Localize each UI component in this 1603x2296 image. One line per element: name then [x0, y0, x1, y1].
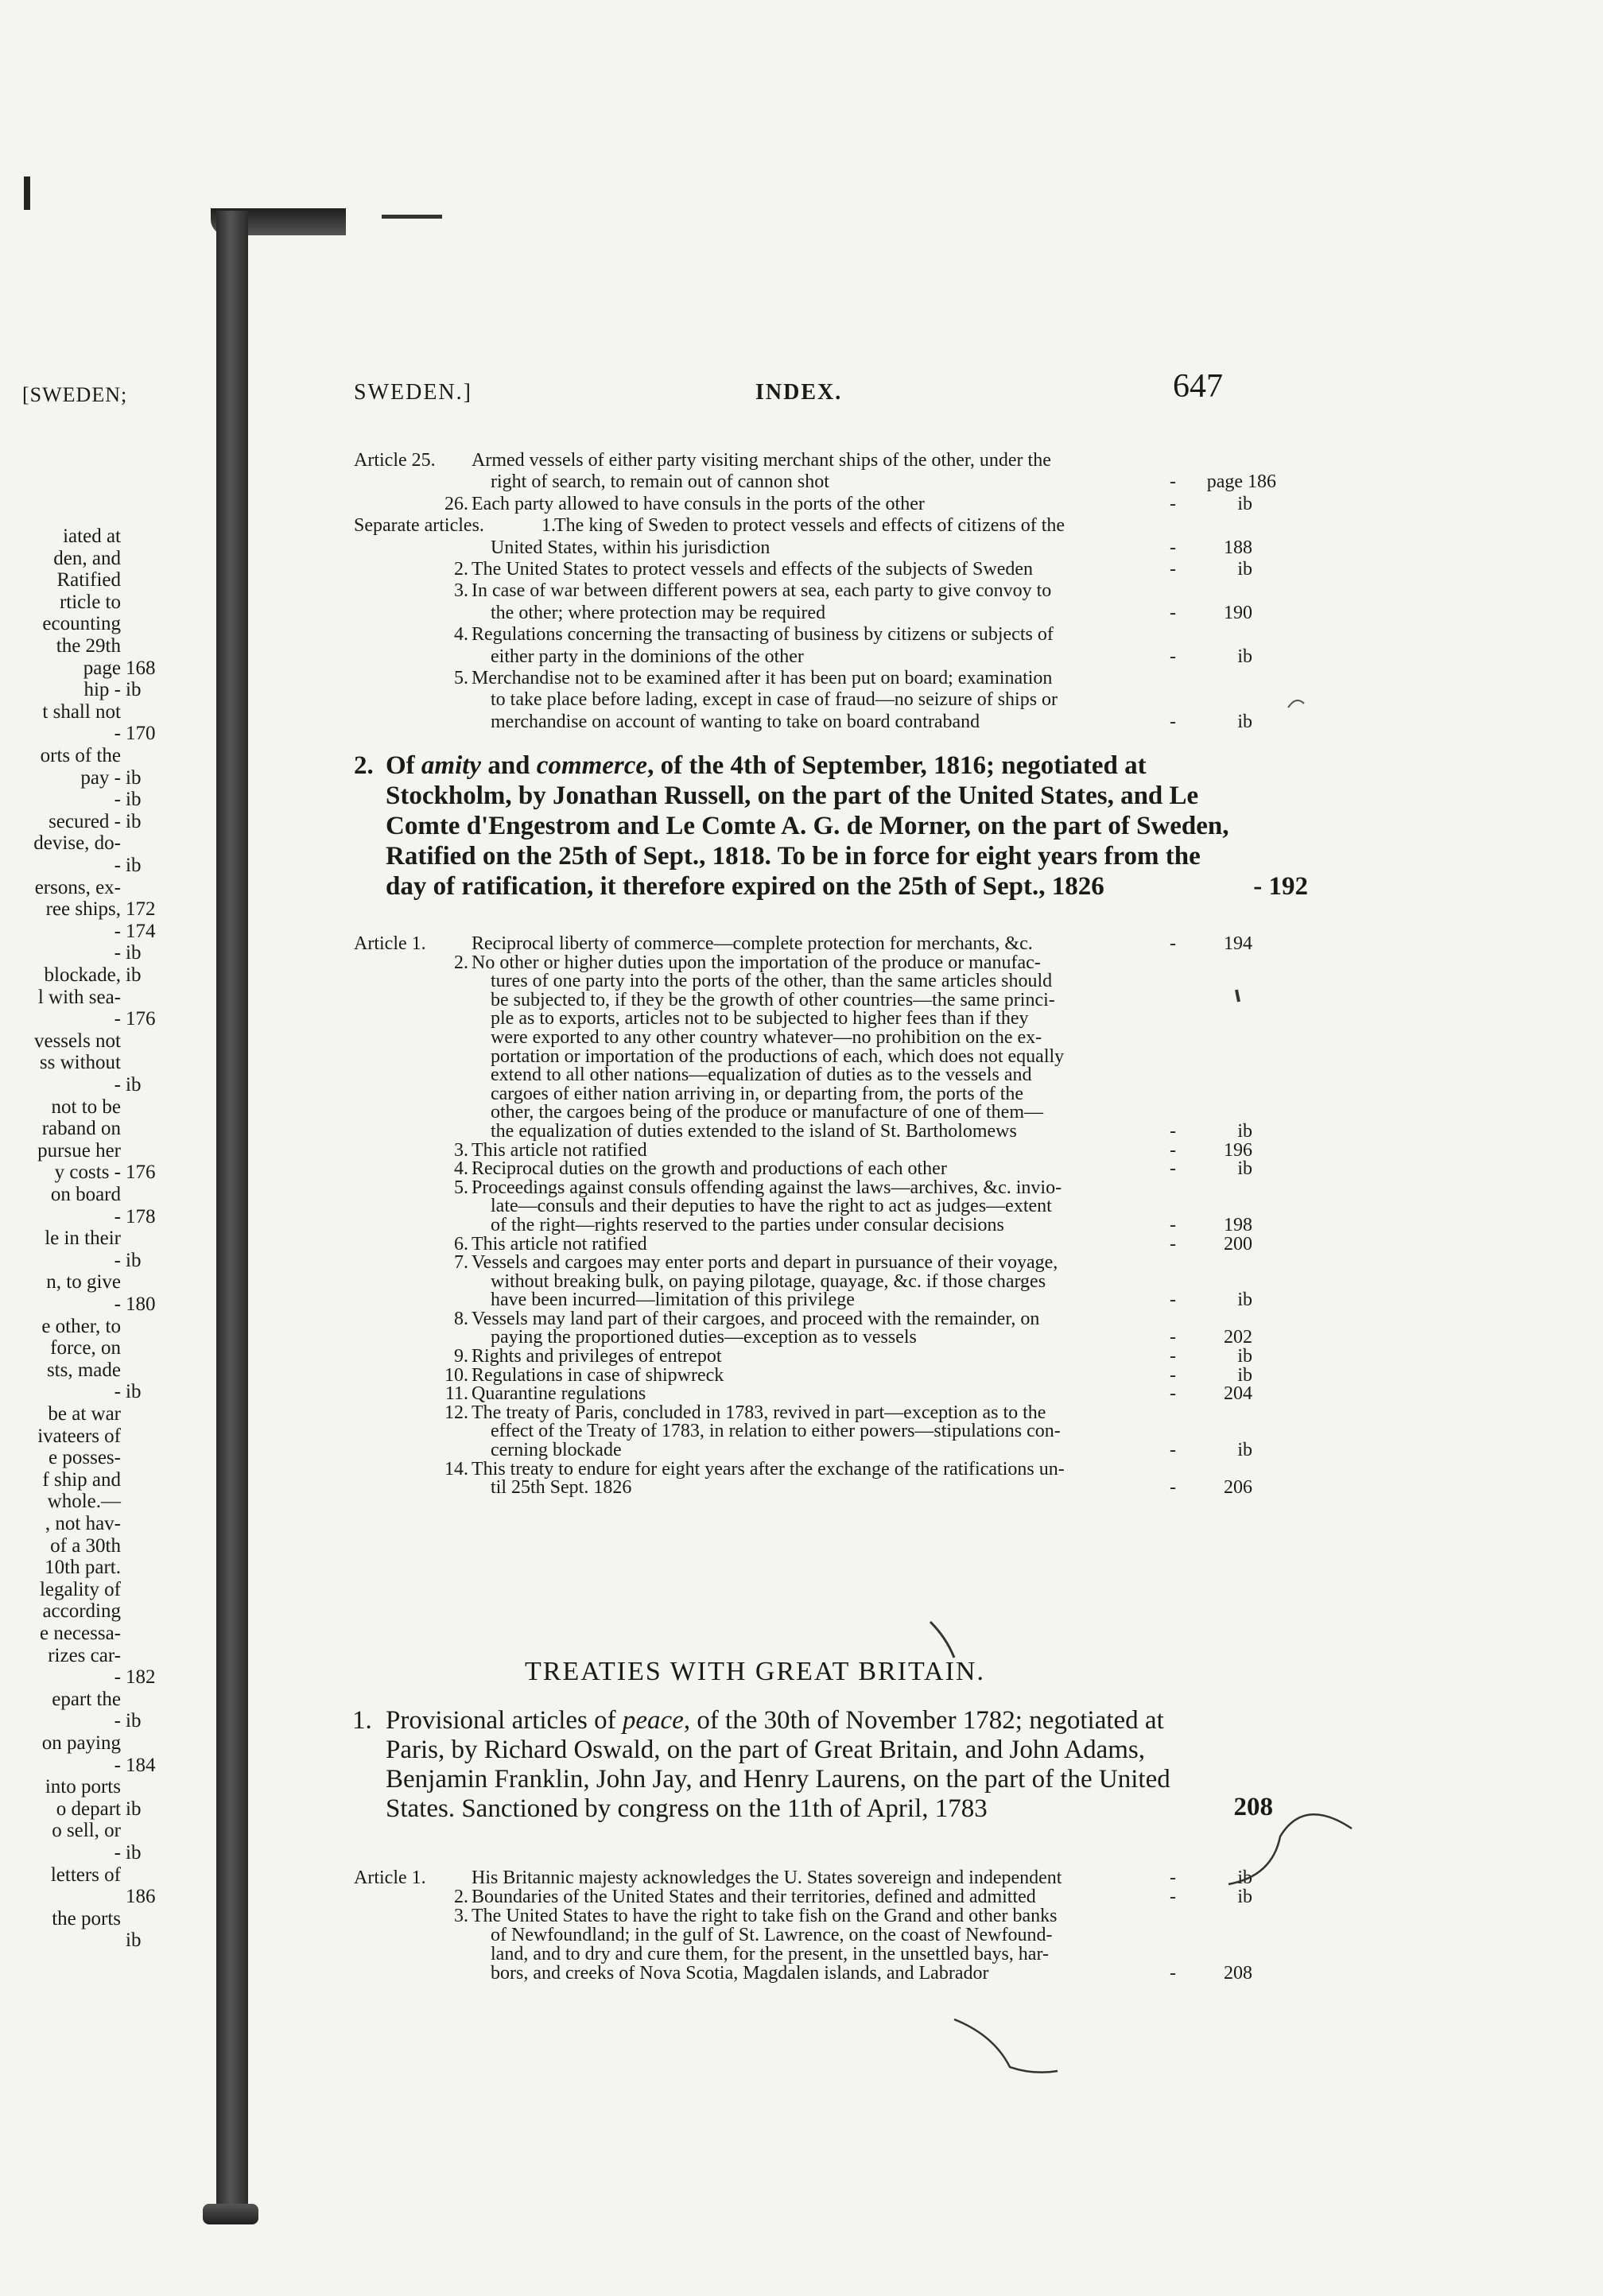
article-text: right of search, to remain out of cannon shot: [491, 471, 829, 493]
left-page-ref: ib: [126, 810, 142, 832]
left-page-text: 10th part.: [45, 1557, 121, 1579]
article-number: 5.: [454, 668, 468, 689]
leader-dash: -: [1170, 1383, 1176, 1405]
article-page-ref: ib: [1237, 1364, 1252, 1386]
leader-dash: -: [1170, 711, 1176, 732]
left-page-text: -: [114, 789, 121, 811]
article-page-ref: 208: [1224, 1963, 1252, 1984]
article-text: This article not ratified: [472, 1233, 647, 1255]
article-text: the equalization of duties extended to the island of St. Bartholomews: [491, 1120, 1017, 1142]
article-number: 8.: [454, 1308, 468, 1329]
page-number: 647: [1173, 368, 1223, 405]
article-text: Proceedings against consuls offending against the laws—archives, &c. invio-: [472, 1177, 1062, 1198]
article-text: The treaty of Paris, concluded in 1783, revived in part—exception as to the: [472, 1402, 1046, 1423]
left-page-ref: 170: [126, 723, 156, 745]
article-page-ref: 200: [1224, 1233, 1252, 1255]
left-page-text: -: [114, 920, 121, 942]
article-text: cerning blockade: [491, 1440, 622, 1461]
left-page-text: orts of the: [40, 745, 121, 766]
leader-dash: -: [1170, 493, 1176, 514]
article-number: 3.: [454, 1139, 468, 1161]
article-text: Rights and privileges of entrepot: [472, 1346, 722, 1367]
treaty-page-ref: 208: [1233, 1793, 1273, 1821]
treaty-prefix: Of: [386, 751, 421, 780]
left-page-text: -: [114, 1074, 121, 1096]
left-page-ref: 176: [126, 1162, 156, 1184]
treaty-keyword-peace: peace: [622, 1706, 684, 1735]
article-text: Each party allowed to have consuls in the ports of the other: [472, 493, 925, 514]
article-text: bors, and creeks of Nova Scotia, Magdalen islands, and Labrador: [491, 1963, 989, 1984]
leader-dash: -: [1170, 1290, 1176, 1311]
leader-dash: -: [1170, 646, 1176, 667]
treaty-description: , of the 30th of November 1782; negotiated at Paris, by Richard Oswald, on the part of Great Britain, and John Adams, Benjamin Franklin, John Jay, and Henry Laurens, on the part of the United States. Sanctioned by congress on the 11th of April, 1783: [386, 1706, 1170, 1823]
left-page-text: -: [114, 1008, 121, 1030]
left-page-ref: ib: [126, 1249, 142, 1271]
left-page-text: be at war: [48, 1403, 121, 1425]
article-text: Vessels and cargoes may enter ports and depart in pursuance of their voyage,: [472, 1252, 1058, 1274]
pen-stroke: [1228, 1814, 1352, 1884]
left-page-text: of a 30th: [50, 1534, 121, 1557]
left-page-ref: ib: [126, 789, 142, 811]
leader-dash: -: [1170, 1158, 1176, 1180]
treaty-prefix: Provisional articles of: [386, 1706, 623, 1735]
left-page-ref: 172: [126, 898, 156, 921]
article-number: 9.: [454, 1346, 468, 1367]
article-text: In case of war between different powers at sea, each party to give convoy to: [472, 580, 1052, 602]
article-page-ref: ib: [1237, 1346, 1252, 1367]
treaty-keyword-amity: amity: [421, 751, 482, 780]
left-page-text: page: [83, 657, 121, 679]
article-page-ref: 206: [1224, 1477, 1252, 1499]
article-text: Vessels may land part of their cargoes, and proceed with the remainder, on: [472, 1308, 1040, 1329]
left-page-text: n, to give: [46, 1271, 121, 1293]
article-lead: Article 1.: [354, 933, 426, 954]
left-page-text: e posses-: [49, 1447, 121, 1469]
article-text: of Newfoundland; in the gulf of St. Lawrence, on the coast of Newfound-: [491, 1925, 1053, 1945]
left-page-ref: 180: [126, 1293, 156, 1315]
leader-dash: -: [1170, 1867, 1176, 1888]
left-page-text: force, on: [50, 1337, 121, 1359]
leader-dash: -: [1170, 1139, 1176, 1161]
article-text: This article not ratified: [472, 1139, 647, 1161]
left-page-text: o depart: [56, 1798, 121, 1820]
article-page-ref: ib: [1237, 493, 1252, 514]
article-text: of the right—rights reserved to the parties under consular decisions: [491, 1214, 1004, 1235]
left-page-text: legality of: [39, 1578, 121, 1600]
article-lead: Article 25.: [354, 450, 436, 471]
article-text: portation or importation of the productions of each, which does not equally: [491, 1045, 1065, 1067]
article-page-ref: page 186: [1206, 471, 1276, 493]
leader-dash: -: [1170, 602, 1176, 623]
article-text: The United States to protect vessels and effects of the subjects of Sweden: [472, 559, 1034, 580]
article-page-ref: ib: [1237, 711, 1252, 732]
article-page-ref: ib: [1237, 1290, 1252, 1311]
article-page-ref: ib: [1237, 646, 1252, 667]
left-page-ref: ib: [126, 942, 142, 964]
left-page-ref: 176: [126, 1008, 156, 1030]
leader-dash: -: [1170, 1233, 1176, 1255]
article-number: 7.: [454, 1252, 468, 1274]
article-text: No other or higher duties upon the importation of the produce or manufac-: [472, 952, 1041, 973]
left-page-text: y costs -: [54, 1162, 121, 1184]
article-text: Regulations in case of shipwreck: [472, 1364, 724, 1386]
left-page-text: e other, to: [41, 1315, 121, 1337]
leader-dash: -: [1170, 1440, 1176, 1461]
pen-stroke: [930, 1622, 954, 1658]
article-text: This treaty to endure for eight years after the exchange of the ratifications un-: [472, 1458, 1065, 1480]
article-number: 26.: [444, 493, 468, 514]
article-text: ple as to exports, articles not to be subjected to higher fees than if they: [491, 1008, 1029, 1030]
running-head-section: SWEDEN.]: [354, 380, 472, 405]
left-page-text: t shall not: [42, 700, 121, 723]
left-page-ref: ib: [126, 1074, 142, 1096]
article-text: Boundaries of the United States and their territories, defined and admitted: [472, 1887, 1036, 1907]
article-number: 14.: [444, 1458, 468, 1480]
left-page-text: blockade,: [44, 964, 121, 986]
left-page-text: ree ships,: [45, 898, 121, 921]
article-number: 4.: [454, 624, 468, 646]
article-text: extend to all other nations—equalization of duties as to the vessels and: [491, 1065, 1032, 1086]
left-page-text: -: [114, 1666, 121, 1689]
article-page-ref: 188: [1224, 537, 1252, 558]
pen-stroke: [954, 2019, 1058, 2073]
left-page-text: sts, made: [46, 1359, 121, 1381]
left-page-ref: 184: [126, 1754, 156, 1776]
treaty-joiner: and: [481, 751, 537, 780]
article-text: United States, within his jurisdiction: [491, 537, 770, 558]
article-text: without breaking bulk, on paying pilotage, quayage, &c. if those charges: [491, 1270, 1046, 1292]
article-lead: Article 1.: [354, 1867, 426, 1888]
left-page-text: according: [42, 1600, 121, 1623]
leader-dash: -: [1170, 1214, 1176, 1235]
left-page-text: -: [114, 1710, 121, 1732]
article-text: other, the cargoes being of the produce or manufacture of one of them—: [491, 1102, 1044, 1123]
left-page-text: raband on: [41, 1118, 121, 1140]
left-page-text: den, and: [53, 547, 121, 569]
left-page-ref: ib: [126, 1710, 142, 1732]
article-text: paying the proportioned duties—exception as to vessels: [491, 1327, 917, 1348]
article-text: to take place before lading, except in case of fraud—no seizure of ships or: [491, 689, 1058, 711]
article-page-ref: 190: [1224, 602, 1252, 623]
article-page-ref: 196: [1224, 1139, 1252, 1161]
left-page-text: devise, do-: [33, 832, 121, 855]
pen-stroke: [1236, 990, 1239, 1002]
left-page-text: secured -: [49, 810, 121, 832]
left-page-text: pay -: [80, 766, 121, 789]
left-page-text: into ports: [45, 1776, 121, 1798]
left-page-ref: 168: [126, 657, 156, 679]
left-page-ref: ib: [126, 1842, 142, 1864]
left-page-text: iated at: [63, 526, 121, 547]
article-text: His Britannic majesty acknowledges the U. States sovereign and independent: [472, 1867, 1062, 1888]
left-page-text: rticle to: [59, 591, 121, 613]
article-page-ref: ib: [1237, 1120, 1252, 1142]
left-page-text: -: [114, 1754, 121, 1776]
article-number: 10.: [444, 1364, 468, 1386]
leader-dash: -: [1170, 537, 1176, 558]
left-page-text: ecounting: [42, 613, 121, 635]
left-page-text: , not hav-: [45, 1513, 121, 1534]
left-page-ref: ib: [126, 964, 142, 986]
article-number: 3.: [454, 1906, 468, 1926]
left-page-ref: 182: [126, 1666, 156, 1689]
left-page-text: Ratified: [56, 569, 121, 591]
left-page-text: ersons, ex-: [34, 876, 121, 898]
left-page-text: rizes car-: [48, 1644, 121, 1666]
treaty-number: 2.: [354, 751, 374, 780]
running-head-title: INDEX.: [755, 380, 843, 405]
article-text: Quarantine regulations: [472, 1383, 646, 1405]
left-page-text: the ports: [52, 1907, 121, 1929]
left-page-text: -: [114, 1205, 121, 1228]
left-page-text: epart the: [52, 1688, 121, 1710]
left-page-text: -: [114, 942, 121, 964]
left-page-text: whole.—: [47, 1491, 121, 1513]
article-number: 2.: [454, 1887, 468, 1907]
left-page-text: o sell, or: [52, 1820, 121, 1842]
article-number: 2.: [454, 952, 468, 973]
left-page-text: on board: [50, 1184, 121, 1205]
article-text: were exported to any other country whatever—no prohibition on the ex-: [491, 1026, 1042, 1048]
article-text: have been incurred—limitation of this privilege: [491, 1290, 855, 1311]
left-page-ref: 174: [126, 920, 156, 942]
leader-dash: -: [1170, 471, 1176, 493]
article-text: the other; where protection may be required: [491, 602, 826, 623]
left-page-ref: ib: [126, 1929, 142, 1952]
left-page-ref: ib: [126, 766, 142, 789]
article-page-ref: ib: [1237, 1867, 1252, 1888]
left-page-text: e necessa-: [39, 1623, 121, 1644]
left-page-header: [SWEDEN;: [22, 383, 128, 406]
left-page-text: -: [114, 1293, 121, 1315]
left-page-ref: ib: [126, 855, 142, 876]
left-page-text: f ship and: [42, 1468, 121, 1491]
leader-dash: -: [1170, 1887, 1176, 1907]
leader-dash: -: [1170, 1477, 1176, 1499]
leader-dash: -: [1170, 1120, 1176, 1142]
left-page-text: l with sea-: [37, 986, 121, 1008]
left-page-text: ivateers of: [37, 1425, 121, 1447]
left-page-text: letters of: [50, 1864, 121, 1886]
left-page-text: -: [114, 1249, 121, 1271]
article-lead: Separate articles.: [354, 515, 484, 537]
article-text: cargoes of either nation arriving in, or departing from, the ports of the: [491, 1083, 1024, 1104]
section-heading: TREATIES WITH GREAT BRITAIN.: [525, 1657, 985, 1686]
left-page-text: le in their: [45, 1228, 121, 1250]
article-number: 4.: [454, 1158, 468, 1180]
article-page-ref: ib: [1237, 1887, 1252, 1907]
left-page-text: pursue her: [37, 1139, 121, 1162]
article-number: 6.: [454, 1233, 468, 1255]
article-page-ref: 194: [1224, 933, 1252, 954]
leader-dash: -: [1170, 1327, 1176, 1348]
left-page-text: hip -: [83, 679, 121, 701]
left-page-ref: 186: [126, 1886, 156, 1908]
left-page-text: -: [114, 855, 121, 876]
article-text: effect of the Treaty of 1783, in relation to either powers—stipulations con-: [491, 1421, 1061, 1442]
pen-stroke: [1288, 700, 1304, 708]
article-text: late—consuls and their deputies to have the right to act as judges—extent: [491, 1196, 1052, 1217]
article-number: 3.: [454, 580, 468, 602]
leader-dash: -: [1170, 559, 1176, 580]
article-number: 5.: [454, 1177, 468, 1198]
left-page-text: -: [114, 1381, 121, 1403]
leader-dash: -: [1170, 1963, 1176, 1984]
left-page-text: not to be: [51, 1096, 121, 1118]
article-text: Regulations concerning the transacting of business by citizens or subjects of: [472, 624, 1054, 646]
article-page-ref: ib: [1237, 559, 1252, 580]
article-page-ref: 204: [1224, 1383, 1252, 1405]
article-text: be subjected to, if they be the growth of other countries—the same princi-: [491, 989, 1055, 1010]
left-page-text: -: [114, 1842, 121, 1864]
treaty-description: , of the 4th of September, 1816; negotiated at Stockholm, by Jonathan Russell, on the part of the United States, and Le Comte d'Engestrom and Le Comte A. G. de Morner, on the part of Sweden, Ratified on the 25th of Sept., 1818. To be in force for eight years from the day of ratification, it therefore expired on the 25th of Sept., 1826: [386, 751, 1229, 901]
article-text: either party in the dominions of the other: [491, 646, 804, 667]
left-page-text: the 29th: [56, 635, 121, 657]
article-text: Merchandise not to be examined after it has been put on board; examination: [472, 668, 1053, 689]
article-number: 11.: [444, 1383, 468, 1405]
article-number: 1.: [541, 515, 556, 537]
leader-dash: -: [1170, 933, 1176, 954]
left-page-text: vessels not: [33, 1030, 121, 1052]
article-text: land, and to dry and cure them, for the present, in the unsettled bays, har-: [491, 1944, 1049, 1964]
article-text: til 25th Sept. 1826: [491, 1477, 632, 1499]
article-text: Reciprocal duties on the growth and productions of each other: [472, 1158, 947, 1180]
article-number: 2.: [454, 559, 468, 580]
article-text: Armed vessels of either party visiting merchant ships of the other, under the: [472, 450, 1051, 471]
left-page-text: on paying: [41, 1732, 121, 1754]
article-number: 12.: [444, 1402, 468, 1423]
article-page-ref: ib: [1237, 1440, 1252, 1461]
leader-dash: -: [1170, 1346, 1176, 1367]
left-page-text: -: [114, 723, 121, 745]
article-text: tures of one party into the ports of the other, than the same articles should: [491, 971, 1053, 992]
article-text: The United States to have the right to take fish on the Grand and other banks: [472, 1906, 1058, 1926]
article-page-ref: 202: [1224, 1327, 1252, 1348]
treaty-keyword-commerce: commerce: [536, 751, 648, 780]
article-page-ref: 198: [1224, 1214, 1252, 1235]
left-page-ref: ib: [126, 1381, 142, 1403]
left-page-ref: ib: [126, 1798, 142, 1820]
article-text: merchandise on account of wanting to take on board contraband: [491, 711, 980, 732]
left-page-text: ss without: [39, 1052, 121, 1074]
left-page-ref: ib: [126, 679, 142, 701]
article-page-ref: ib: [1237, 1158, 1252, 1180]
leader-dash: -: [1170, 1364, 1176, 1386]
left-page-ref: 178: [126, 1205, 156, 1228]
article-text: The king of Sweden to protect vessels and effects of citizens of the: [554, 515, 1065, 537]
treaty-page-ref: - 192: [1253, 872, 1308, 901]
treaty-number: 1.: [352, 1706, 372, 1735]
article-text: Reciprocal liberty of commerce—complete protection for merchants, &c.: [472, 933, 1033, 954]
